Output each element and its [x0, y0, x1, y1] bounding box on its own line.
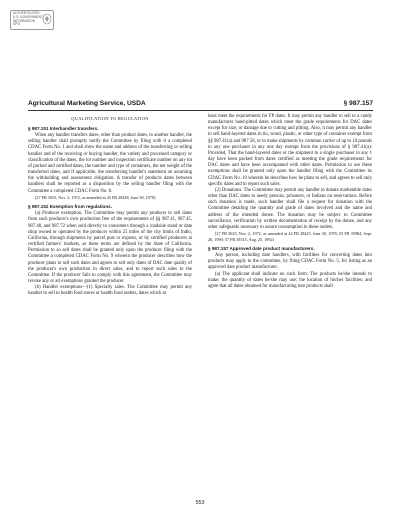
stamp-line: U.S. GOVERNMENT	[13, 14, 43, 19]
paragraph: (a) Producer exemption. The Committee may permit any producer to sell dates from such producer's own production free of the requirements of §§ 987.41, 987.45, 987.48, and 987.72 when sold directly to consumers through a roadside stand or date shop owned or operated by the producer within 25 miles of the city limits of Indio, California, through shipments by parcel post or express, or by certified producers at certified farmers' markets, as these terms are defined by the State of California. Permission to so sell dates shall be granted only upon the producer filing with the Committee a completed CDAC Form No. 9 wherein the producer describes how the producer plans to sell such dates and agrees to sell only dates of DAC date quality of the producer's own production in direct sales, and to report such sales to the Committee. If the producer fails to comply with this agreement, the Committee may revoke any or all exemptions granted the producer.	[28, 211, 192, 285]
header-agency: Agricultural Marketing Service, USDA	[28, 100, 146, 107]
page-number: 553	[195, 500, 205, 506]
paragraph: (2) Donations. The Committee may permit any handler to donate marketable dates other than DAC dates to needy persons, prisoners, or Indians on reservations. Before such donation is made, such handler shall file a request for donation with the Committee detailing the quantity and grade of dates involved and the name and address of the intended donee. The donation may be subject to Committee surveillance, verification by written documentation of receipt by the donee, and any other safeguards necessary to assure consumption in these outlets.	[208, 187, 372, 230]
left-column	[28, 114, 192, 298]
section-heading: § 987.151 Interhandler transfers.	[28, 126, 99, 132]
part-heading: QUALIFICATION TO REGULATION	[71, 116, 149, 121]
paragraph: (a) The applicant shall indicate on such form: The products he/she intends to make; the quantity of dates he/she may use; the location of his/her facilities; and agree that all dates obtained for manufacturing into products shall	[208, 271, 372, 289]
paragraph: When any handler transfers dates, other than product dates, to another handler, the selling handler shall promptly notify the Committee by filing with it a completed CDAC Form No. 1 and shall show the name and address of the transferring or selling handler and of the receiving or buying handler, the variety and processed category or classification of the dates, the lot number and inspection certificate number on any lot of packed and certified dates, the number and type of containers, the net weight of the transferred dates, and if applicable, the transferring handler's statement on assuming the withholding and assessment obligation. A transfer of products dates between handlers shall be reported as a disposition by the selling handler filing with the Committee a completed CDAC Form No. 8.	[28, 133, 192, 194]
header-section: § 987.157	[343, 100, 373, 107]
gpo-seal-icon	[42, 13, 52, 27]
paragraph: (b) Handler exemptions—(1) Specialty sales. The Committee may permit any handler to sell to health food stores or health food outlets, dates which at	[28, 285, 192, 297]
section-heading: § 987.157 Approved date product manufacturers.	[208, 246, 315, 252]
paragraph: least meet the requirements for FP dates. It may permit any handler to sell to a candy manufacturer hand-pitted dates which meet the grade requirements for DAC dates except for size, or damage due to cutting and pitting. Also, it may permit any handler to sell hand-layered dates in tin, wood, plastic, or other type of container exempt from §§ 987.41(a) and 987.58, or to make shipments by common carrier of up to 10 pounds to any one purchaser in any one day exempt from the provisions of § 987.41(a): Provided, That the hand-layered dates or the shipment to a single purchaser in any 1 day have been packed from dates certified as meeting the grade requirements for DAC dates and have been accompanied with other dates. Permission to use these exemptions shall be granted only upon the handler filing with the Committee its CDAC Form No. 10 wherein he describes how he plans to sell, and agrees to sell only specific dates and to report such sales.	[208, 114, 372, 187]
right-column	[208, 114, 372, 290]
paragraph: Any person, including date handlers, with facilities for converting dates into products may apply to the committee, by filing CDAC Form No. 5, for listing as an approved date product manufacturer.	[208, 253, 372, 271]
authentication-stamp	[10, 10, 54, 30]
stamp-line: GPO	[13, 22, 21, 27]
header-rule	[28, 110, 373, 111]
citation: [27 FR 3025, Nov. 2, 1972, as amended at 42 FR 28425, June 30, 1978; 55 FR 35984, Sept. 26, 1990; 57 FR 38315, Aug. 25, 1992]	[208, 230, 372, 242]
citation: [27 FR 3025, Nov. 2, 1972, as amended at 43 FR 28428, June 30, 1978]	[35, 194, 156, 200]
running-header	[28, 100, 373, 107]
section-heading: § 987.152 Exemption from regulations.	[28, 204, 112, 210]
stamp-line: INFORMATION	[13, 18, 36, 23]
stamp-line: AUTHENTICATED	[13, 11, 40, 15]
